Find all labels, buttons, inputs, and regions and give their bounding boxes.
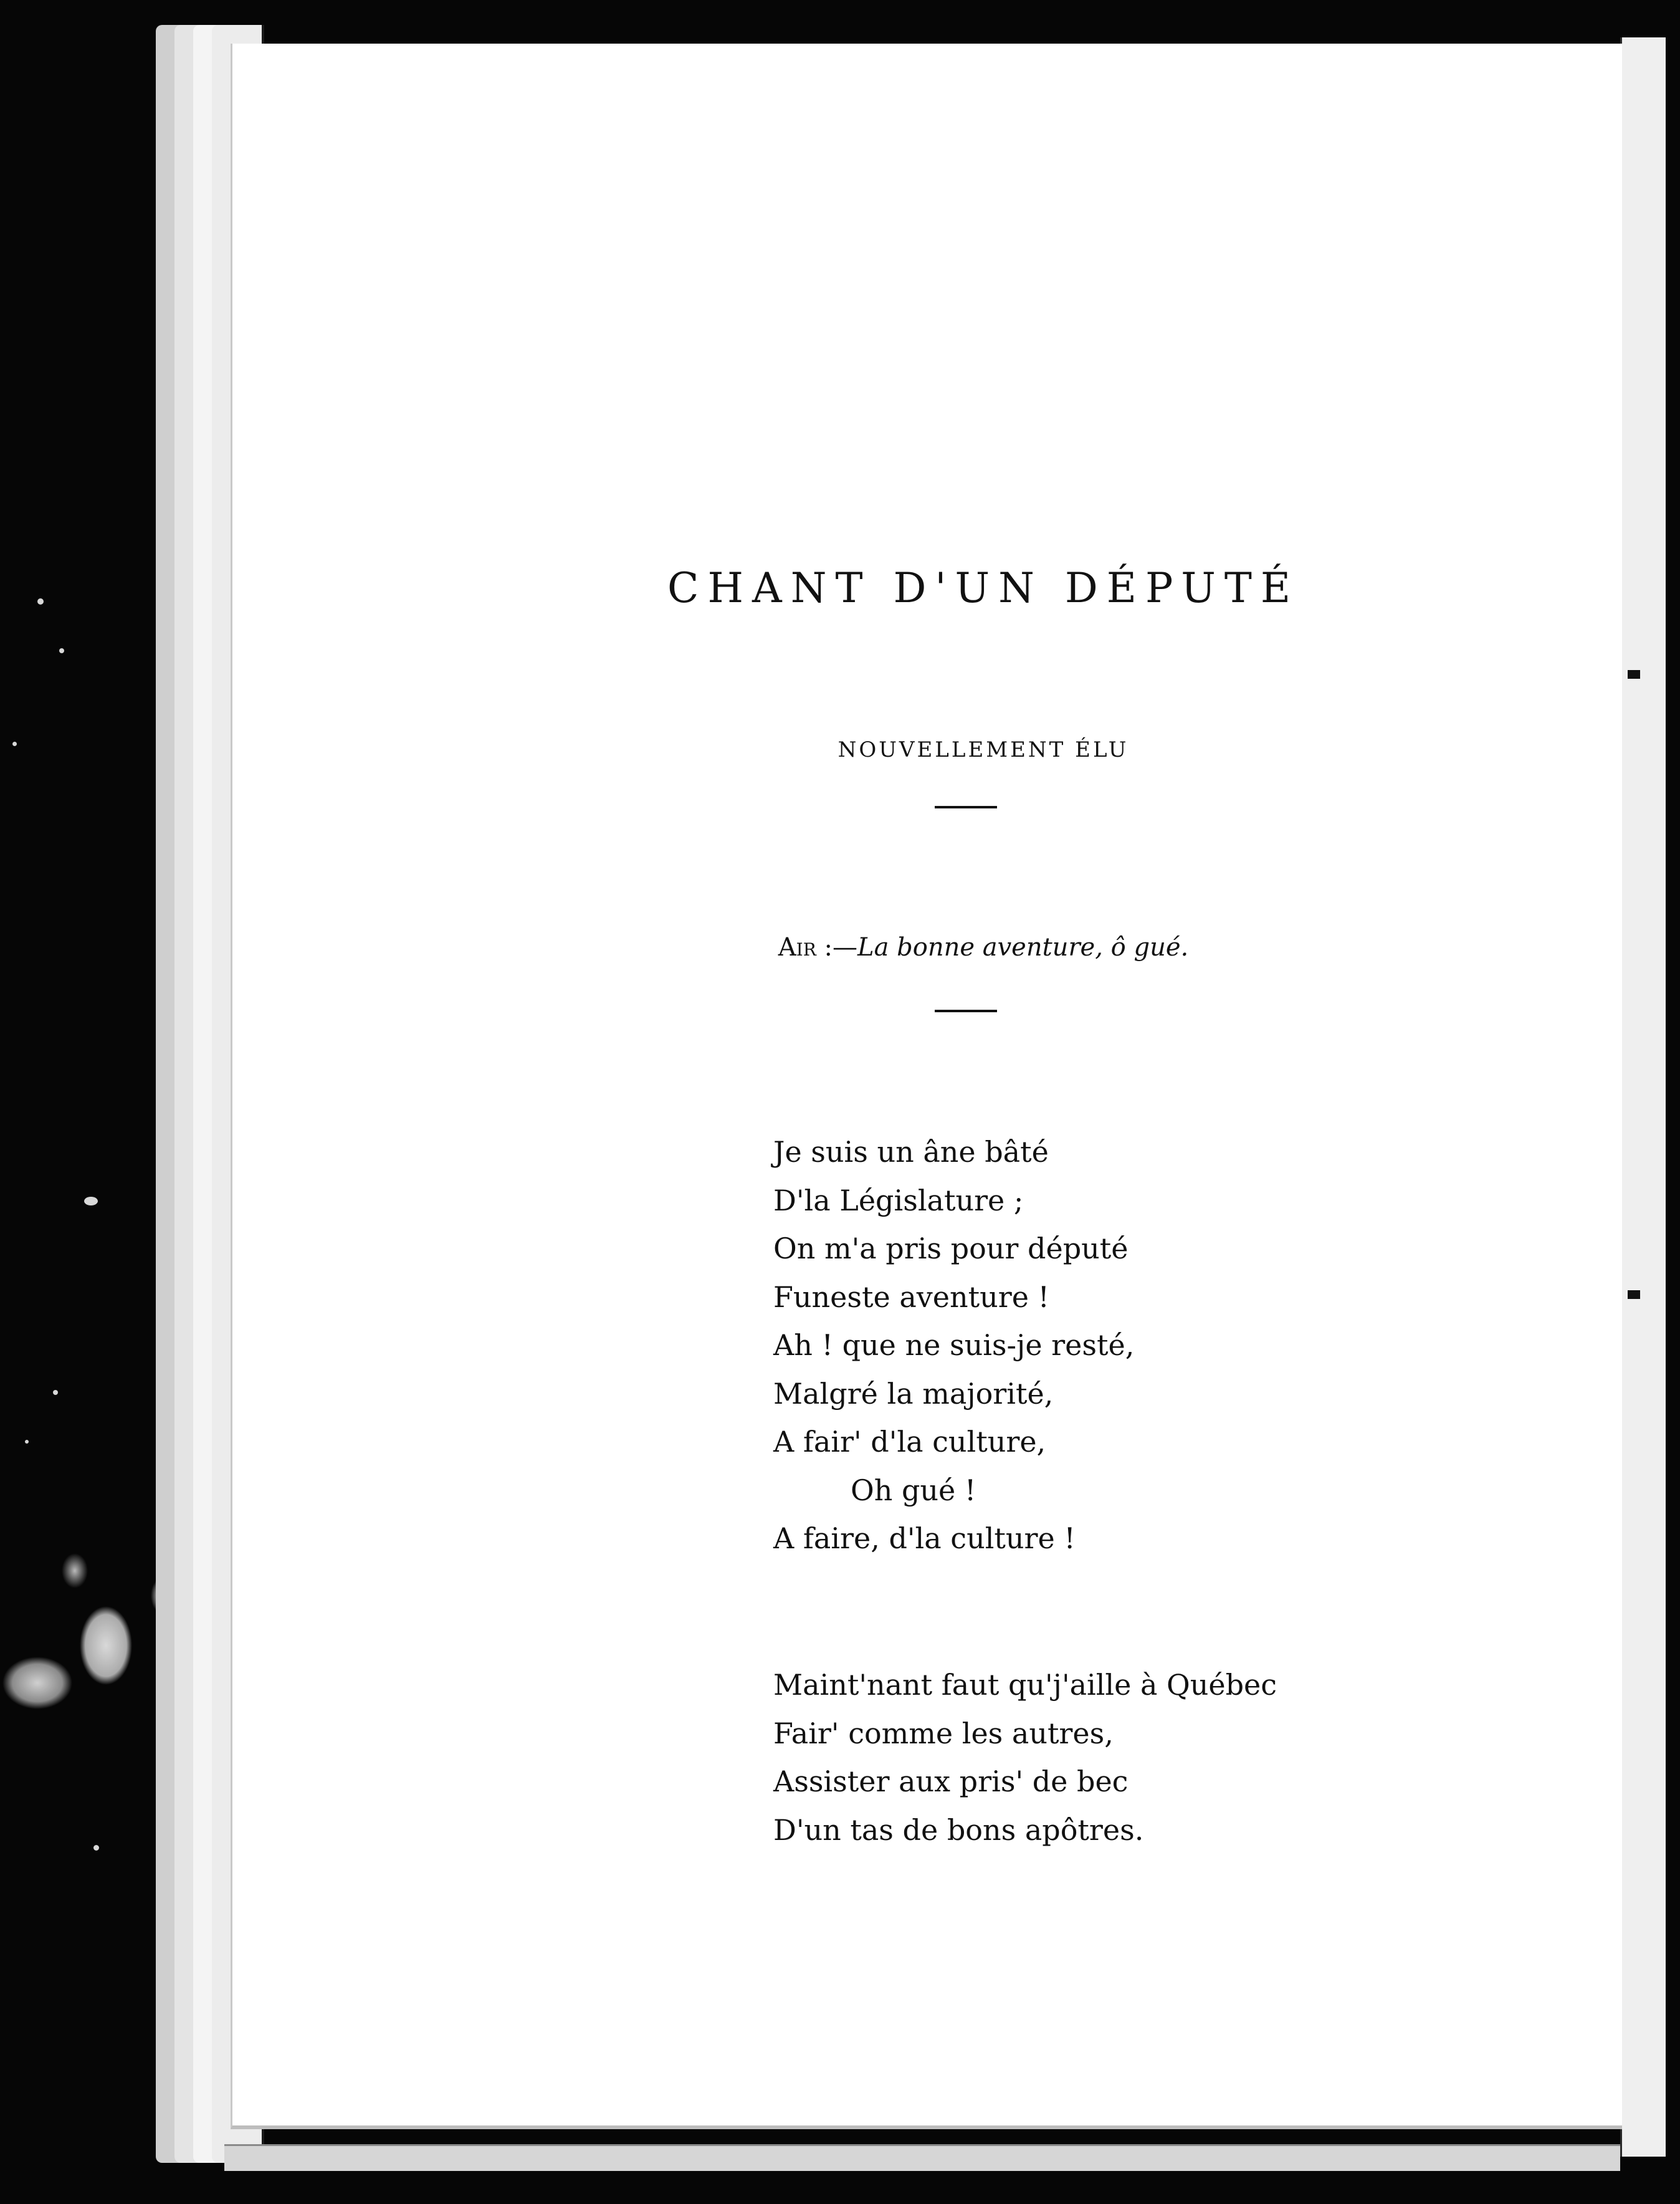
bottom-page-edge (224, 2144, 1620, 2171)
page-edge-mark (1628, 1290, 1640, 1299)
air-tune: La bonne aventure, ô gué. (857, 933, 1189, 962)
speckle (53, 1390, 58, 1395)
speckle (93, 1845, 99, 1851)
speckle (84, 1197, 98, 1205)
air-line (232, 933, 1622, 962)
verse-line: D'un tas de bons apôtres. (773, 1813, 1144, 1847)
right-page-edge (1620, 37, 1666, 2157)
verse-line-refrain: Oh gué ! (851, 1473, 976, 1507)
divider-rule (935, 806, 997, 808)
stanza-1 (773, 1128, 1134, 1563)
speckle (59, 648, 64, 653)
verse-line: Maint'nant faut qu'j'aille à Québec (773, 1668, 1277, 1702)
page (231, 44, 1622, 2129)
speckle (25, 1440, 29, 1444)
speckle (37, 598, 44, 605)
stanza-2 (773, 1661, 1277, 1854)
verse-line: Funeste aventure ! (773, 1280, 1050, 1314)
verse-line: On m'a pris pour député (773, 1232, 1129, 1265)
verse-line: Fair' comme les autres, (773, 1716, 1114, 1750)
page-subtitle: NOUVELLEMENT ÉLU (838, 737, 1129, 762)
verse-line: Malgré la majorité, (773, 1376, 1054, 1411)
page-title: CHANT D'UN DÉPUTÉ (667, 564, 1300, 612)
verse-line: Assister aux pris' de bec (773, 1765, 1129, 1798)
verse-line: D'la Législature ; (773, 1183, 1024, 1217)
verse-line: Je suis un âne bâté (773, 1135, 1049, 1169)
verse-line: A faire, d'la culture ! (773, 1521, 1076, 1555)
verse-line: Ah ! que ne suis-je resté, (773, 1328, 1135, 1362)
air-label: Air :— (778, 933, 857, 962)
divider-rule (935, 1010, 997, 1012)
page-edge-mark (1628, 670, 1640, 679)
speckle (12, 742, 17, 746)
verse-line: A fair' d'la culture, (773, 1425, 1046, 1459)
